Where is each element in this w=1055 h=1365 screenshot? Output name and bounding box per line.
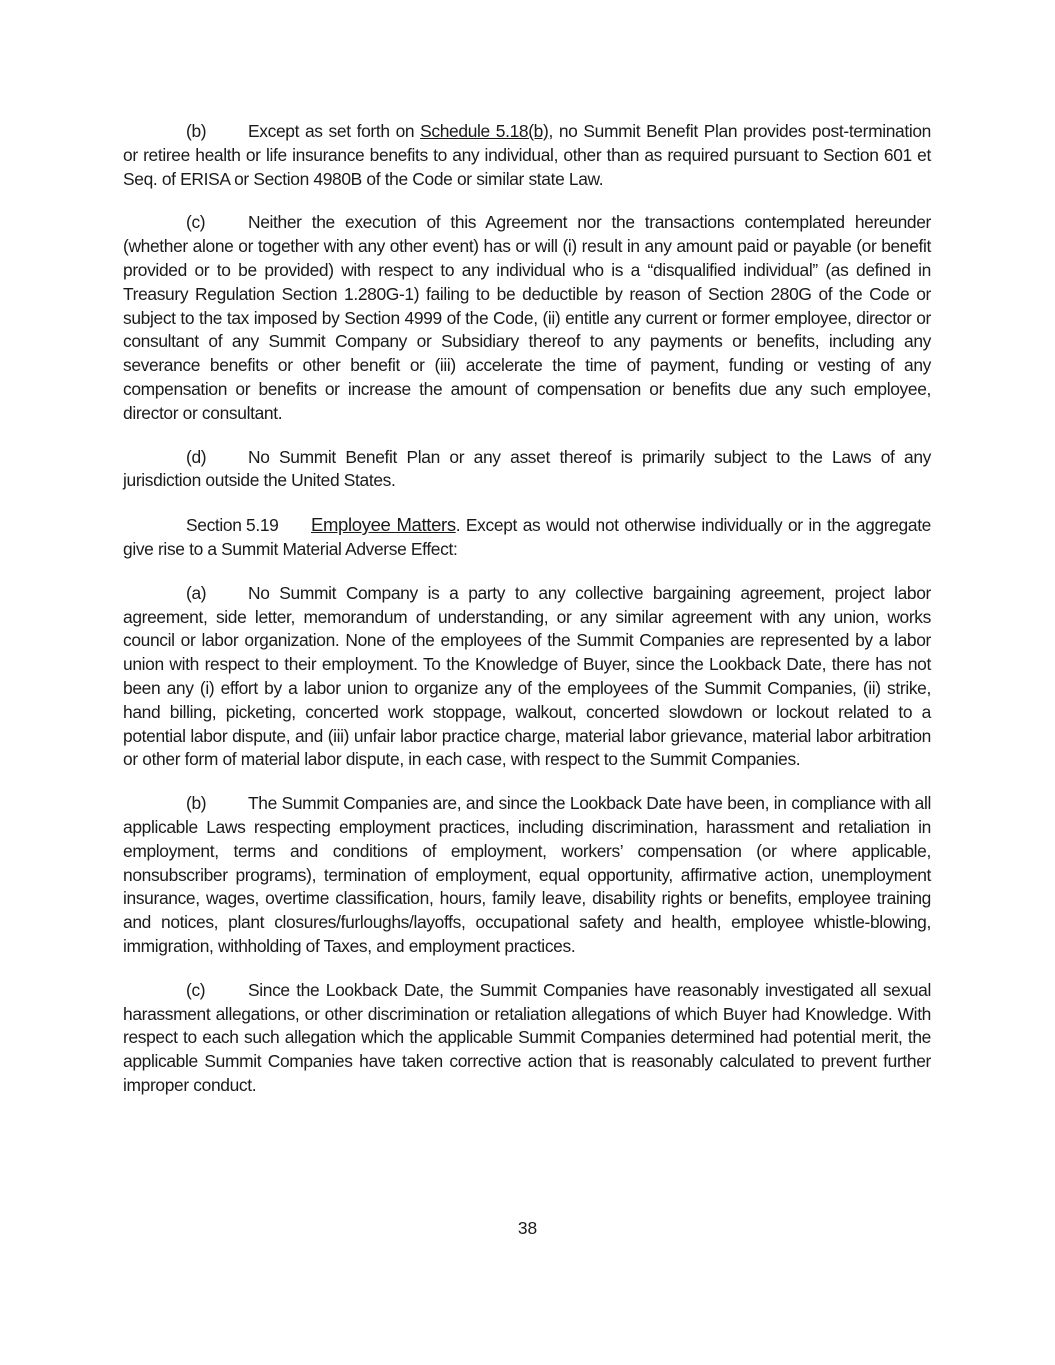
paragraph-text: The Summit Companies are, and since the Lookback Date have been, in compliance with all applicable Laws respecting employment practices, including discrimination, harassment and retaliation in employment, terms and conditions of employment, workers’ compensation (or where applicable, nonsubscriber programs), termination of employment, equal opportunity, affirmative action, unemployment insurance, wages, overtime classification, hours, family leave, disability rights or benefits, employee training and notices, plant closures/furloughs/layoffs, occupational safety and health, employee whistle-blowing, immigration, withholding of Taxes, and employment practices. [123, 793, 931, 956]
section-intro: . Except as would not otherwise individually or in the aggregate give rise to a Summit Material Adverse Effect: [123, 515, 931, 559]
paragraph-label: (b) [186, 793, 207, 814]
section-title: Employee Matters [311, 514, 456, 536]
paragraph-b-compliance [123, 792, 931, 959]
paragraph-text: , no Summit Benefit Plan provides post-termination or retiree health or life insurance benefits to any individual, other than as required pursuant to Section 601 et Seq. of ERISA or Section 4980B of the Code or similar state Law. [123, 121, 932, 189]
paragraph-d-foreign [123, 446, 931, 494]
paragraph-label: (c) [186, 979, 206, 1000]
paragraph-label: (a) [186, 582, 207, 603]
paragraph-label: (c) [186, 212, 206, 233]
paragraph-label: (b) [186, 121, 207, 141]
section-number: Section 5.19 [186, 515, 279, 536]
paragraph-b-benefits [123, 120, 931, 191]
paragraph-text: Neither the execution of this Agreement nor the transactions contemplated hereunder (whether alone or together with any other event) has or will (i) result in any amount paid or payable (or benefit provided or to be provided) with respect to any individual who is a “disqualified individual” (as defined in Treasury Regulation Section 1.280G-1) failing to be deductible by reason of Section 280G of the Code or subject to the tax imposed by Section 4999 of the Code, (ii) entitle any current or former employee, director or consultant of any Summit Company or Subsidiary thereof to any payments or benefits, including any severance benefits or other benefit or (iii) accelerate the time of payment, funding or vesting of any compensation or benefits or increase the amount of compensation or benefits due any such employee, director or consultant. [123, 212, 931, 423]
paragraph-text: No Summit Benefit Plan or any asset thereof is primarily subject to the Laws of any jurisdiction outside the United States. [123, 446, 931, 491]
document-page [123, 120, 931, 1118]
paragraph-a-labor [123, 582, 931, 772]
schedule-reference-link[interactable]: Schedule 5.18(b) [420, 121, 549, 141]
paragraph-text: Since the Lookback Date, the Summit Companies have reasonably investigated all sexual harassment allegations, or other discrimination or retaliation allegations of which Buyer had Knowledge. With respect to each such allegation which the applicable Summit Companies determined had potential merit, the applicable Summit Companies have taken corrective action that is reasonably calculated to prevent further improper conduct. [123, 979, 931, 1095]
paragraph-c-280g [123, 211, 931, 425]
paragraph-c-harassment [123, 979, 931, 1098]
paragraph-label: (d) [186, 446, 207, 467]
page-number: 38 [517, 1218, 538, 1238]
paragraph-text: No Summit Company is a party to any collective bargaining agreement, project labor agreement, side letter, memorandum of understanding, or any similar agreement with any union, works council or labor organization. None of the employees of the Summit Companies are represented by a labor union with respect to their employment. To the Knowledge of Buyer, since the Lookback Date, there has not been any (i) effort by a labor union to organize any of the employees of the Summit Companies, (ii) strike, hand billing, picketing, concerted work stoppage, walkout, concerted slowdown or lockout related to a potential labor dispute, and (iii) unfair labor practice charge, material labor grievance, material labor arbitration or other form of material labor dispute, in each case, with respect to the Summit Companies. [123, 582, 931, 770]
section-heading [123, 513, 931, 562]
paragraph-text: Except as set forth on [248, 121, 421, 141]
